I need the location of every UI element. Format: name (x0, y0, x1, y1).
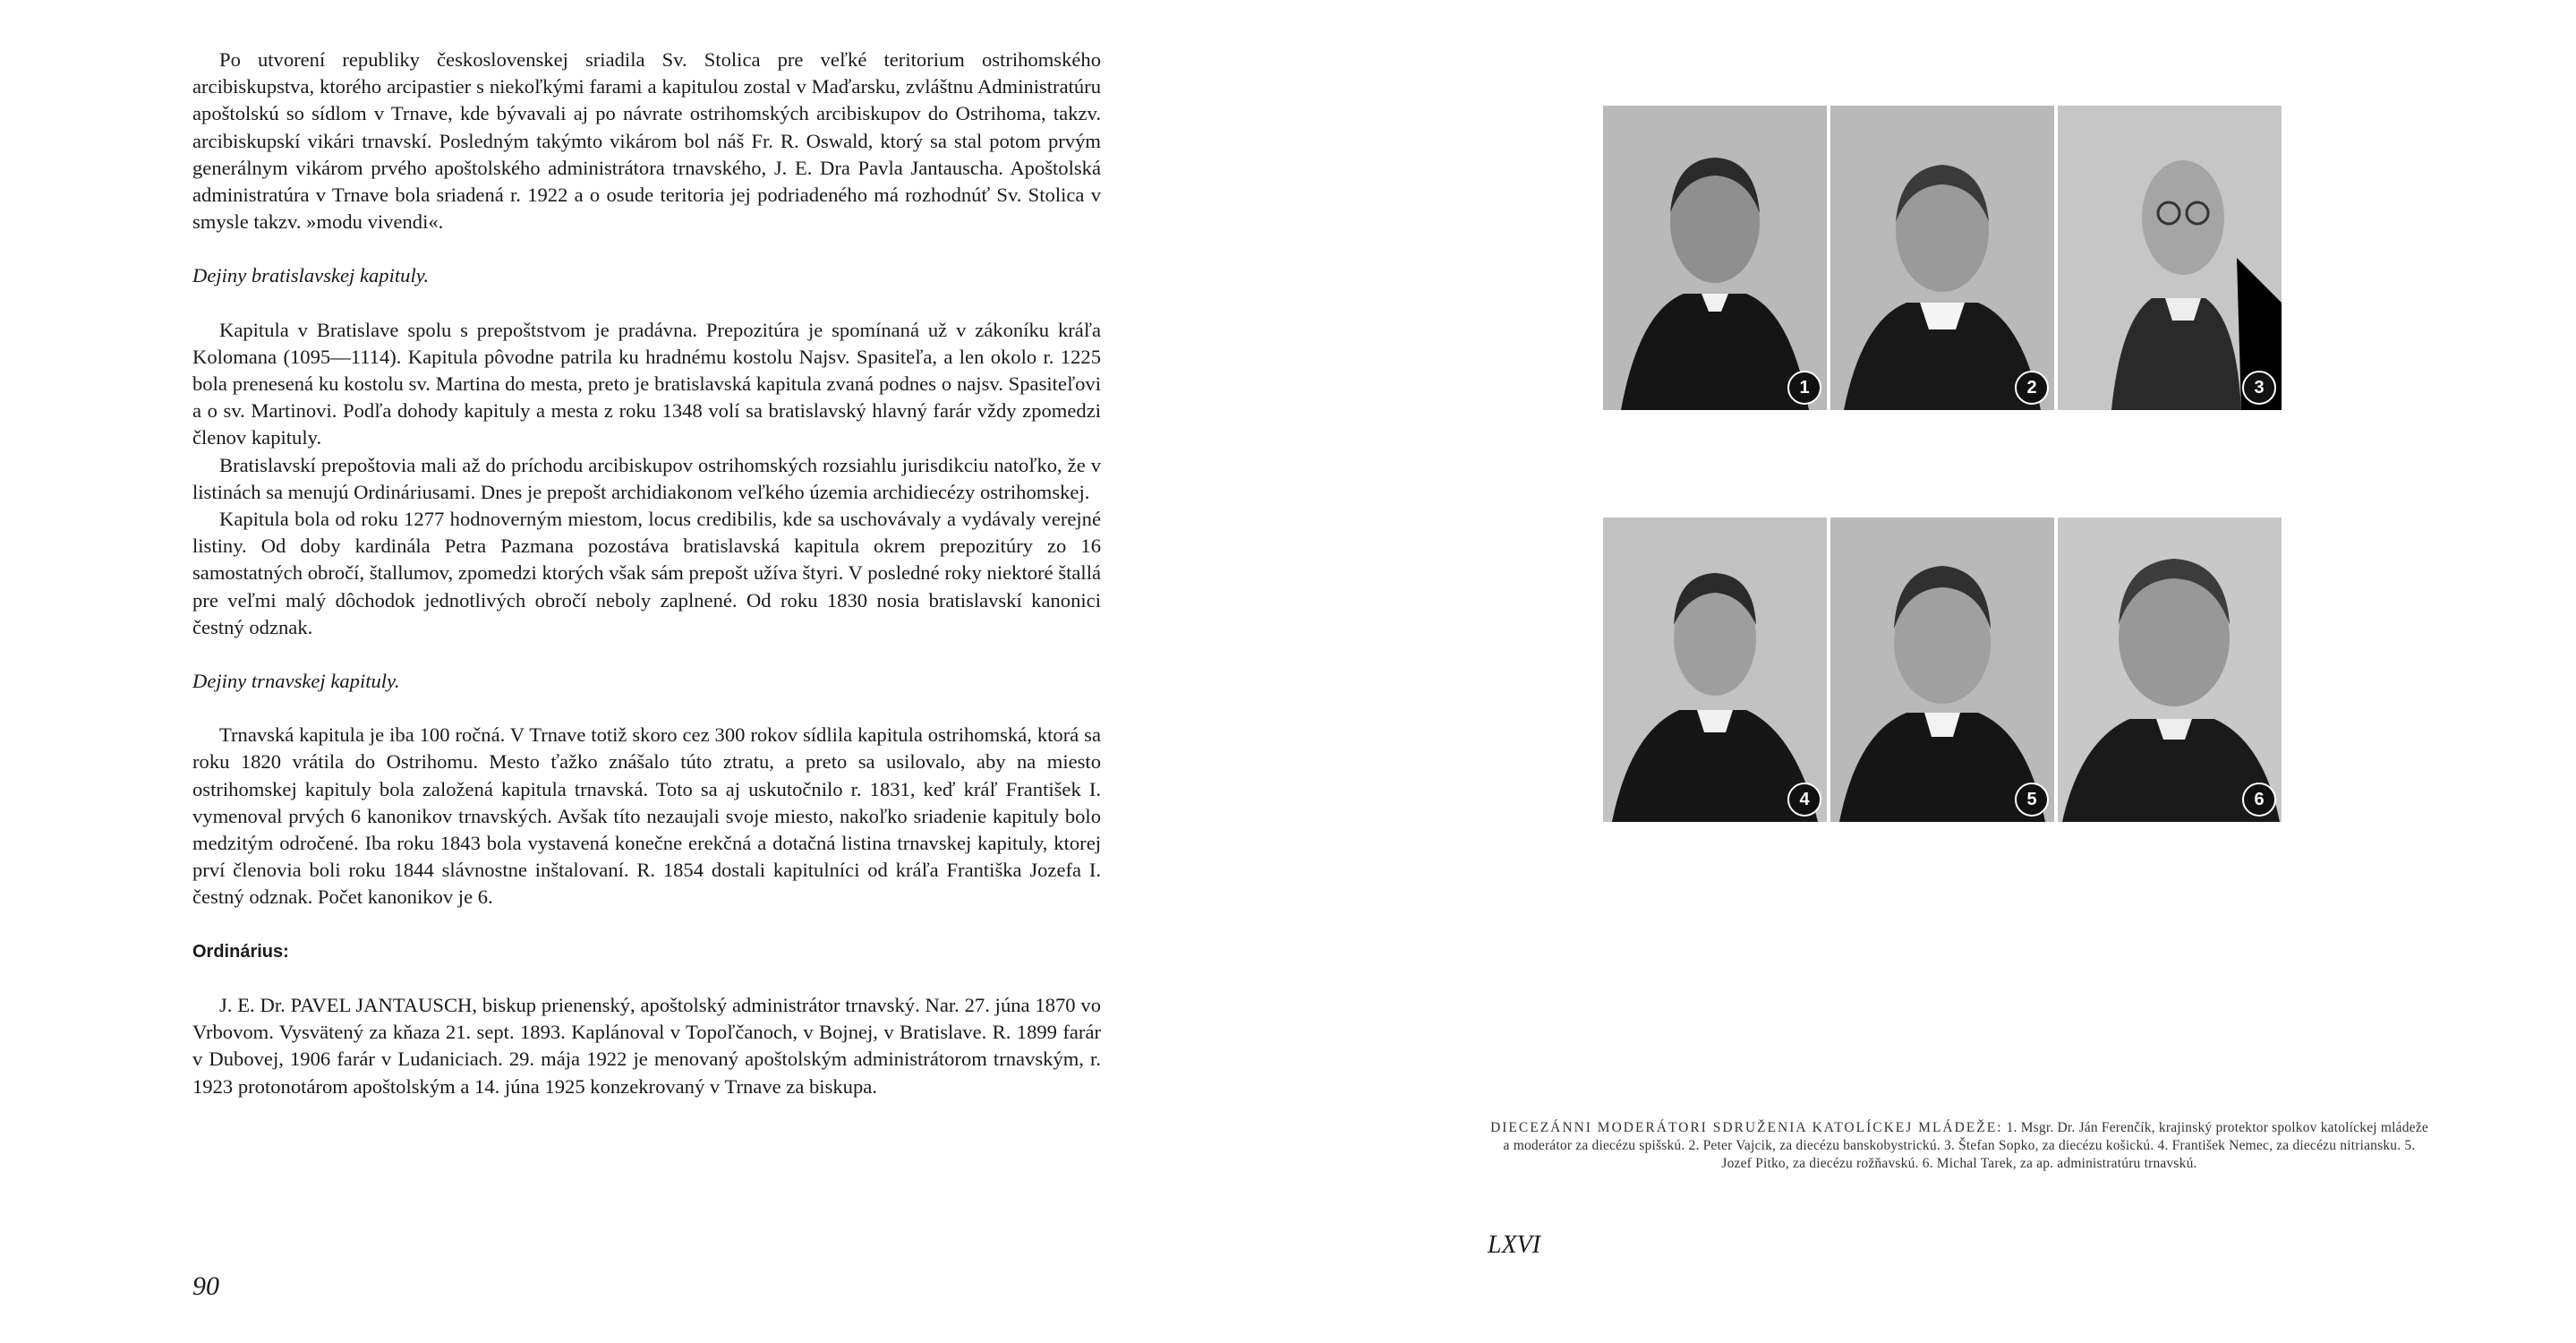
page-number-left: 90 (192, 1271, 219, 1301)
portrait-photo-4 (1603, 518, 1827, 822)
portrait-2-figure-icon (1830, 106, 2054, 410)
portrait-4-figure-icon (1603, 518, 1827, 822)
caption-lead: DIECEZÁNNI MODERÁTORI SDRUŽENIA KATOLÍCKEJ MLÁDEŽE: (1490, 1120, 2003, 1135)
caption-body: 1. Msgr. Dr. Ján Ferenčík, krajinský protektor spolkov katolíckej mládeže a moderátor za diecézu spišskú. 2. Peter Vajcik, za diecézu banskobystrickú. 3. Štefan Sopko, za diecézu košickú. 4. František Nemec, za diecézu nitriansku. 5. Jozef Pitko, za diecézu rožňavskú. 6. Michal Tarek, za ap. administratúru trnavskú. (1503, 1120, 2428, 1171)
portrait-photo-1 (1603, 106, 1827, 410)
photo-number-3: 3 (2242, 371, 2276, 405)
paragraph-ordinarius: J. E. Dr. PAVEL JANTAUSCH, biskup prienenský, apoštolský administrátor trnavský. Nar. 27. júna 1870 vo Vrbovom. Vysvätený za kňaza 21. sept. 1893. Kaplánoval v Topoľčanoch, v Bojnej, v Bratislave. R. 1899 farár v Dubovej, 1906 farár v Ludaniciach. 29. mája 1922 je menovaný apoštolským administrátorom trnavským, r. 1923 protonotárom apoštolským a 14. júna 1925 konzekrovaný v Trnave za biskupa. (192, 993, 1101, 1098)
portrait-5-figure-icon (1830, 518, 2054, 822)
paragraph-bratislava-2: Bratislavskí prepoštovia mali až do príchodu arcibiskupov ostrihomských rozsiahlu jurisdikciu natoľko, že v listinách sa menujú Ordináriusami. Dnes je prepošt archidiakonom veľkého územia archidiecézy ostrihomskej. (192, 453, 1101, 503)
portrait-photo-6 (2058, 518, 2282, 822)
photo-number-2: 2 (2015, 371, 2049, 405)
portrait-6-figure-icon (2058, 518, 2282, 822)
portrait-3-figure-icon (2058, 106, 2282, 410)
photo-number-6: 6 (2242, 783, 2276, 817)
portrait-photo-5 (1830, 518, 2054, 822)
photo-caption (1489, 1119, 2429, 1173)
heading-bratislava: Dejiny bratislavskej kapituly. (192, 264, 430, 287)
photo-number-5: 5 (2015, 783, 2049, 817)
heading-trnava: Dejiny trnavskej kapituly. (192, 670, 400, 693)
paragraph-bratislava-1: Kapitula v Bratislave spolu s prepoštstvom je pradávna. Prepozitúra je spomínaná už v zákoníku kráľa Kolomana (1095—1114). Kapitula pôvodne patrila ku hradnému kostolu Najsv. Spasiteľa, a len okolo r. 1225 bola prenesená ku kostolu sv. Martina do mesta, preto je bratislavská kapitula zvaná podnes o najsv. Spasiteľovi a o sv. Martinovi. Podľa dohody kapituly a mesta z roku 1348 volí sa bratislavský hlavný farár vždy zpomedzi členov kapituly. (192, 318, 1101, 449)
heading-ordinarius: Ordinárius: (192, 941, 289, 962)
paragraph-republiky: Po utvorení republiky československej sriadila Sv. Stolica pre veľké teritorium ostrihomského arcibiskupstva, ktorého arcipastier s niekoľkými farami a kapitulou zostal v Maďarsku, zvláštnu Administratúru apoštolskú so sídlom v Trnave, kde bývavali aj po návrate ostrihomských arcibiskupov do Ostrihoma, takzv. arcibiskupskí vikári trnavskí. Posledným takýmto vikárom bol náš Fr. R. Oswald, ktorý sa stal potom prvým generálnym vikárom prvého apoštolského administrátora trnavského, J. E. Dra Pavla Jantauscha. Apoštolská administratúra v Trnave bola sriadená r. 1922 a o osude teritoria jej podriadeného má rozhodnúť Sv. Stolica v smysle takzv. »modu vivendi«. (192, 48, 1101, 234)
portrait-photo-3 (2058, 106, 2282, 410)
paragraph-bratislava-3: Kapitula bola od roku 1277 hodnoverným miestom, locus credibilis, kde sa uschovávaly a vydávaly verejné listiny. Od doby kardinála Petra Pazmana pozostáva bratislavská kapitula okrem prepozitúry zo 16 samostatných obročí, štallumov, zpomedzi ktorých však sám prepošt užíva štyri. V posledné roky niektoré štallá pre veľmi malý dôchodok jednotlivých obročí neboly zaplnené. Od roku 1830 nosia bratislavskí kanonici čestný odznak. (192, 508, 1101, 638)
photo-number-4: 4 (1787, 783, 1821, 817)
paragraph-trnava: Trnavská kapitula je iba 100 ročná. V Trnave totiž skoro cez 300 rokov sídlila kapitula ostrihomská, ktorá sa roku 1820 vrátila do Ostrihomu. Mesto ťažko znášalo túto ztratu, a preto sa usilovalo, aby na miesto ostrihomskej kapituly bola založená kapitula trnavská. Toto sa aj uskutočnilo r. 1831, keď kráľ František I. vymenoval prvých 6 kanonikov trnavských. Avšak títo nezaujali svoje miesto, nakoľko sriadenie kapituly bolo medzitým odročené. Iba roku 1843 bola vystavená konečne erekčná a dotačná listina trnavskej kapituly, ktorej prví členovia boli roku 1844 slávnostne inštalovaní. R. 1854 dostali kapitulníci od kráľa Františka Jozefa I. čestný odznak. Počet kanonikov je 6. (192, 723, 1101, 909)
left-text-column (192, 47, 1101, 1100)
right-page (1288, 0, 2576, 1343)
portrait-1-figure-icon (1603, 106, 1827, 410)
photo-number-1: 1 (1787, 371, 1821, 405)
page-number-right: LXVI (1488, 1231, 1541, 1259)
portrait-photo-2 (1830, 106, 2054, 410)
